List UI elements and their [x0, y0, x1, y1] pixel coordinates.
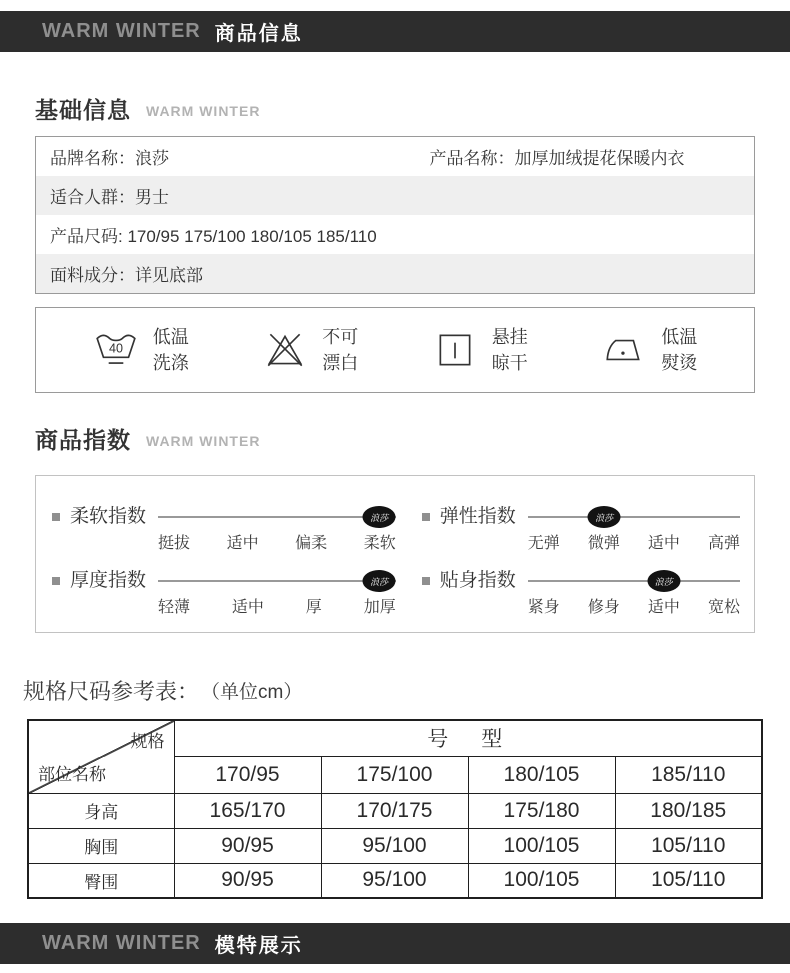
tick-label: 适中 — [231, 599, 264, 616]
table-row — [36, 176, 754, 215]
care-label — [153, 324, 189, 376]
care-label — [661, 324, 697, 376]
index-thickness — [52, 562, 396, 626]
slider-ticks — [528, 530, 740, 553]
value-cell: 180/185 — [615, 793, 762, 828]
value-cell: 175/180 — [468, 793, 615, 828]
table-row — [28, 793, 762, 828]
no-bleach-icon — [262, 327, 308, 373]
product-index-box — [35, 475, 755, 633]
index-softness — [52, 498, 396, 562]
tick-label: 偏柔 — [295, 535, 328, 552]
square-bullet-icon — [52, 577, 60, 585]
care-label-line2: 晾干 — [491, 353, 528, 373]
size-table-unit: （单位cm） — [201, 682, 303, 703]
corner-label-spec: 规格 — [130, 732, 165, 751]
slider-track — [528, 580, 740, 582]
size-table-title-text: 规格尺码参考表： — [23, 679, 200, 704]
square-bullet-icon — [422, 513, 430, 521]
care-label-line1: 不可 — [322, 326, 359, 347]
tick-label: 适中 — [226, 535, 259, 552]
basic-info-heading — [35, 92, 755, 125]
value-cell: 165/170 — [174, 793, 321, 828]
iron-low-temp-icon — [601, 327, 647, 373]
product-index-subtitle: WARM WINTER — [146, 432, 261, 449]
product-name: 产品名称：加厚加绒提花保暖内衣 — [429, 149, 685, 168]
index-slider — [528, 570, 740, 626]
care-label-line1: 低温 — [152, 326, 189, 347]
care-item-bleach — [226, 324, 396, 376]
value-cell: 95/100 — [321, 863, 468, 898]
slider-ticks — [158, 530, 396, 553]
care-item-wash — [56, 324, 226, 376]
row-label-hip: 臀围 — [28, 863, 174, 898]
care-label-line2: 洗涤 — [152, 353, 189, 373]
size-table-title — [0, 675, 790, 706]
tick-label: 厚 — [305, 599, 322, 616]
wash-low-temp-icon — [93, 327, 139, 373]
product-index-heading — [35, 422, 755, 455]
tick-label: 无弹 — [527, 535, 560, 552]
product-index-title: 商品指数 — [35, 427, 131, 453]
slider-track — [158, 516, 396, 518]
product-sizes: 产品尺码: 170/95 175/100 180/105 185/110 — [50, 227, 377, 246]
care-item-dry — [395, 324, 565, 376]
tick-label: 微弹 — [587, 535, 620, 552]
bottom-banner — [0, 923, 790, 964]
tick-label: 适中 — [647, 535, 680, 552]
hang-dry-icon — [432, 327, 478, 373]
tick-label: 适中 — [647, 599, 680, 616]
square-bullet-icon — [52, 513, 60, 521]
index-label: 贴身指数 — [439, 570, 516, 591]
brand-logo-marker-icon: 浪莎 — [364, 507, 395, 527]
brand-name: 品牌名称：浪莎 — [50, 149, 169, 168]
bottom-banner-brand: WARM WINTER — [42, 932, 201, 954]
brand-logo-marker-icon: 浪莎 — [364, 571, 395, 591]
table-row — [36, 215, 754, 254]
square-bullet-icon — [422, 577, 430, 585]
care-label-line1: 悬挂 — [491, 326, 528, 347]
value-cell: 100/105 — [468, 828, 615, 863]
basic-info-table — [35, 136, 755, 294]
row-label-height: 身高 — [28, 793, 174, 828]
basic-info-title: 基础信息 — [35, 97, 131, 123]
index-fit — [422, 562, 740, 626]
table-row — [36, 254, 754, 293]
top-banner — [0, 11, 790, 52]
size-reference-table — [27, 719, 763, 899]
size-type-header: 号 型 — [174, 720, 762, 756]
index-slider — [158, 506, 396, 562]
index-label: 柔软指数 — [70, 506, 147, 527]
brand-logo-marker-icon: 浪莎 — [648, 571, 679, 591]
size-header-cell: 185/110 — [615, 756, 762, 793]
svg-text:40: 40 — [108, 341, 123, 356]
target-audience: 适合人群：男士 — [50, 188, 169, 207]
tick-label: 高弹 — [707, 535, 740, 552]
slider-track — [528, 516, 740, 518]
index-label: 厚度指数 — [70, 570, 147, 591]
value-cell: 90/95 — [174, 863, 321, 898]
care-label — [492, 324, 528, 376]
tick-label: 宽松 — [707, 599, 740, 616]
care-label-line2: 熨烫 — [661, 353, 698, 373]
care-instructions-box — [35, 307, 755, 393]
index-elasticity — [422, 498, 740, 562]
tick-label: 修身 — [587, 599, 620, 616]
size-header-cell: 180/105 — [468, 756, 615, 793]
tick-label: 轻薄 — [158, 599, 191, 616]
tick-label: 柔软 — [363, 535, 396, 552]
value-cell: 105/110 — [615, 828, 762, 863]
slider-ticks — [158, 594, 396, 617]
row-label-chest: 胸围 — [28, 828, 174, 863]
table-row — [36, 137, 754, 176]
care-item-iron — [565, 324, 735, 376]
value-cell: 95/100 — [321, 828, 468, 863]
index-label: 弹性指数 — [439, 506, 516, 527]
bottom-banner-title: 模特展示 — [214, 935, 303, 957]
fabric-composition: 面料成分：详见底部 — [50, 266, 203, 285]
top-banner-brand: WARM WINTER — [42, 20, 201, 42]
care-label — [322, 324, 358, 376]
value-cell: 170/175 — [321, 793, 468, 828]
slider-track — [158, 580, 396, 582]
table-row — [28, 828, 762, 863]
table-row — [28, 720, 762, 756]
value-cell: 105/110 — [615, 863, 762, 898]
care-label-line1: 低温 — [661, 326, 698, 347]
tick-label: 紧身 — [527, 599, 560, 616]
index-slider — [528, 506, 740, 562]
care-label-line2: 漂白 — [322, 353, 359, 373]
top-banner-title: 商品信息 — [214, 23, 303, 45]
brand-logo-marker-icon: 浪莎 — [589, 507, 620, 527]
size-header-cell: 170/95 — [174, 756, 321, 793]
tick-label: 挺拔 — [158, 535, 191, 552]
corner-header-cell — [28, 720, 174, 793]
basic-info-subtitle: WARM WINTER — [146, 102, 261, 119]
table-row — [28, 863, 762, 898]
size-header-cell: 175/100 — [321, 756, 468, 793]
value-cell: 90/95 — [174, 828, 321, 863]
slider-ticks — [528, 594, 740, 617]
corner-label-part: 部位名称 — [38, 764, 106, 784]
index-slider — [158, 570, 396, 626]
tick-label: 加厚 — [363, 599, 396, 616]
value-cell: 100/105 — [468, 863, 615, 898]
